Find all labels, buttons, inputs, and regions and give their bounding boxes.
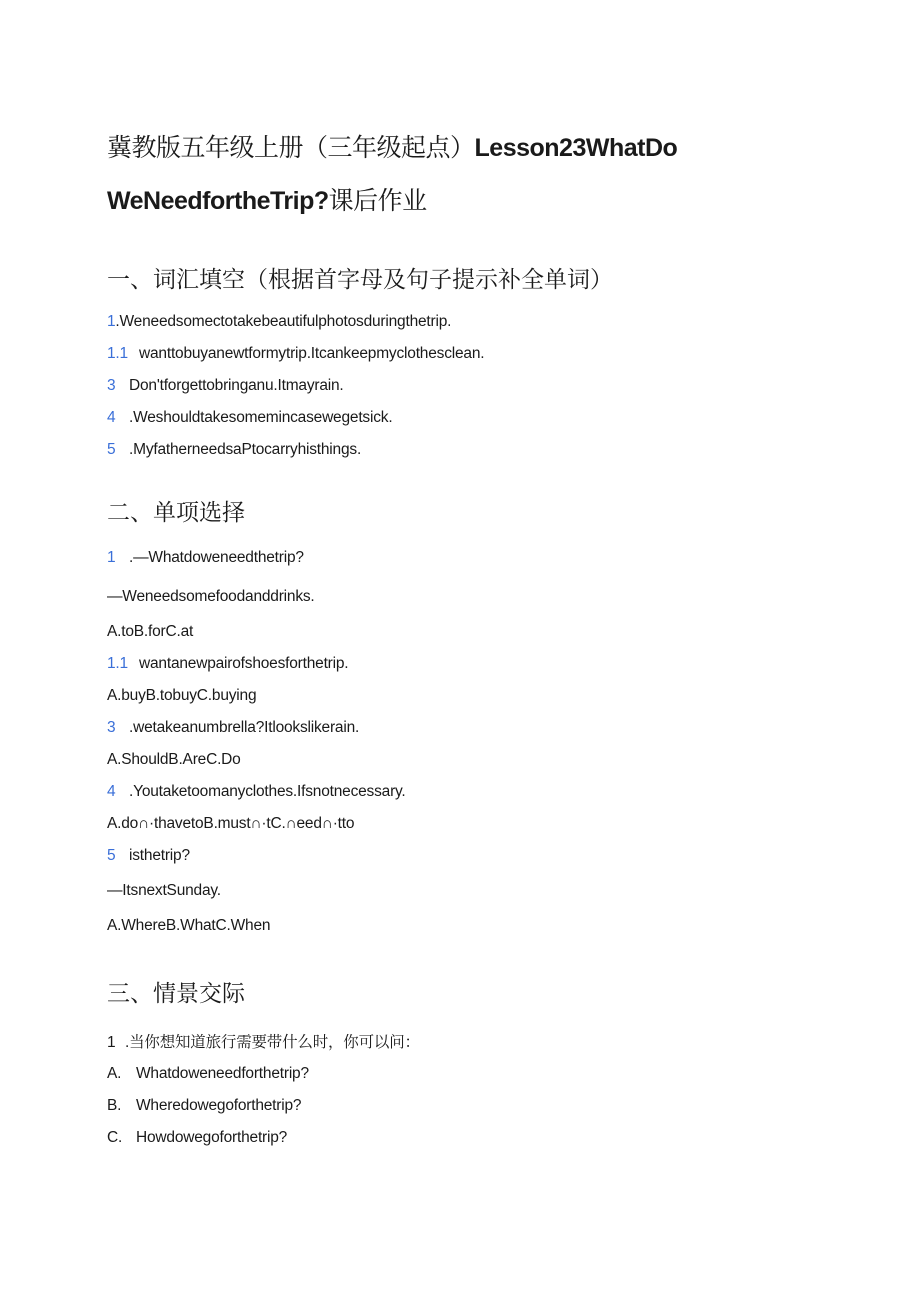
question-number: 1 (107, 1034, 116, 1051)
situation-option-b (107, 1097, 301, 1115)
choice-question-2 (107, 655, 348, 673)
option-letter: B. (107, 1097, 122, 1114)
item-number: 5 (107, 441, 116, 458)
title-english-part-2: WeNeedfortheTrip? (107, 187, 329, 215)
title-chinese-part: 冀教版五年级上册（三年级起点） (107, 134, 475, 162)
option-text: Whatdoweneedforthetrip? (136, 1065, 309, 1082)
item-text: Don'tforgettobringanu.Itmayrain. (129, 377, 344, 394)
choice-question-3 (107, 719, 359, 737)
vocab-item-4 (107, 409, 392, 427)
title-chinese-suffix: 课后作业 (328, 187, 427, 215)
option-letter: C. (107, 1129, 123, 1146)
section-3-heading: 三、情景交际 (107, 980, 245, 1006)
choice-question-5-options: A.WhereB.WhatC.When (107, 917, 271, 934)
question-number: 1 (107, 549, 116, 566)
situation-option-c (107, 1129, 287, 1147)
option-text: Howdowegoforthetrip? (136, 1129, 288, 1146)
section-1-heading: 一、词汇填空（根据首字母及句子提示补全单词） (107, 266, 613, 292)
item-number: 1.1 (107, 345, 128, 362)
choice-question-2-options: A.buyB.tobuyC.buying (107, 687, 257, 704)
situation-question-1 (107, 1030, 420, 1052)
item-text: wanttobuyanewtformytrip.Itcankeepmyclothesclean. (139, 345, 485, 362)
question-text: wantanewpairofshoesforthetrip. (139, 655, 349, 672)
choice-question-4-options: A.do∩·thavetoB.must∩·tC.∩eed∩·tto (107, 815, 355, 832)
vocab-item-5 (107, 441, 361, 459)
question-number: 5 (107, 847, 116, 864)
question-number: 4 (107, 783, 116, 800)
choice-question-1-answer: —Weneedsomefoodanddrinks. (107, 588, 315, 605)
question-text: .当你想知道旅行需要带什么时，你可以问： (125, 1034, 420, 1051)
section-2-heading: 二、单项选择 (107, 499, 245, 525)
choice-question-5 (107, 847, 190, 865)
item-text: .Weshouldtakesomemincasewegetsick. (129, 409, 393, 426)
question-text: isthetrip? (129, 847, 190, 864)
question-number: 3 (107, 719, 116, 736)
option-text: Wheredowegoforthetrip? (136, 1097, 302, 1114)
item-number: 1 (107, 313, 116, 330)
document-title-line-1 (107, 128, 677, 164)
vocab-item-1 (107, 313, 451, 331)
choice-question-1-options: A.toB.forC.at (107, 623, 194, 640)
question-text: .wetakeanumbrella?Itlookslikerain. (129, 719, 360, 736)
item-number: 3 (107, 377, 116, 394)
question-text: .—Whatdoweneedthetrip? (129, 549, 304, 566)
choice-question-3-options: A.ShouldB.AreC.Do (107, 751, 241, 768)
choice-question-1 (107, 549, 304, 567)
vocab-item-2 (107, 345, 484, 363)
item-number: 4 (107, 409, 116, 426)
item-text: .Weneedsomectotakebeautifulphotosduringthetrip. (115, 313, 452, 330)
option-letter: A. (107, 1065, 122, 1082)
title-english-part: Lesson23WhatDo (474, 134, 678, 162)
question-text: .Youtaketoomanyclothes.Ifsnotnecessary. (129, 783, 406, 800)
choice-question-4 (107, 783, 406, 801)
item-text: .MyfatherneedsaPtocarryhisthings. (129, 441, 362, 458)
choice-question-5-answer: —ItsnextSunday. (107, 882, 221, 899)
document-title-line-2 (107, 181, 427, 217)
situation-option-a (107, 1065, 309, 1083)
question-number: 1.1 (107, 655, 128, 672)
vocab-item-3 (107, 377, 344, 395)
